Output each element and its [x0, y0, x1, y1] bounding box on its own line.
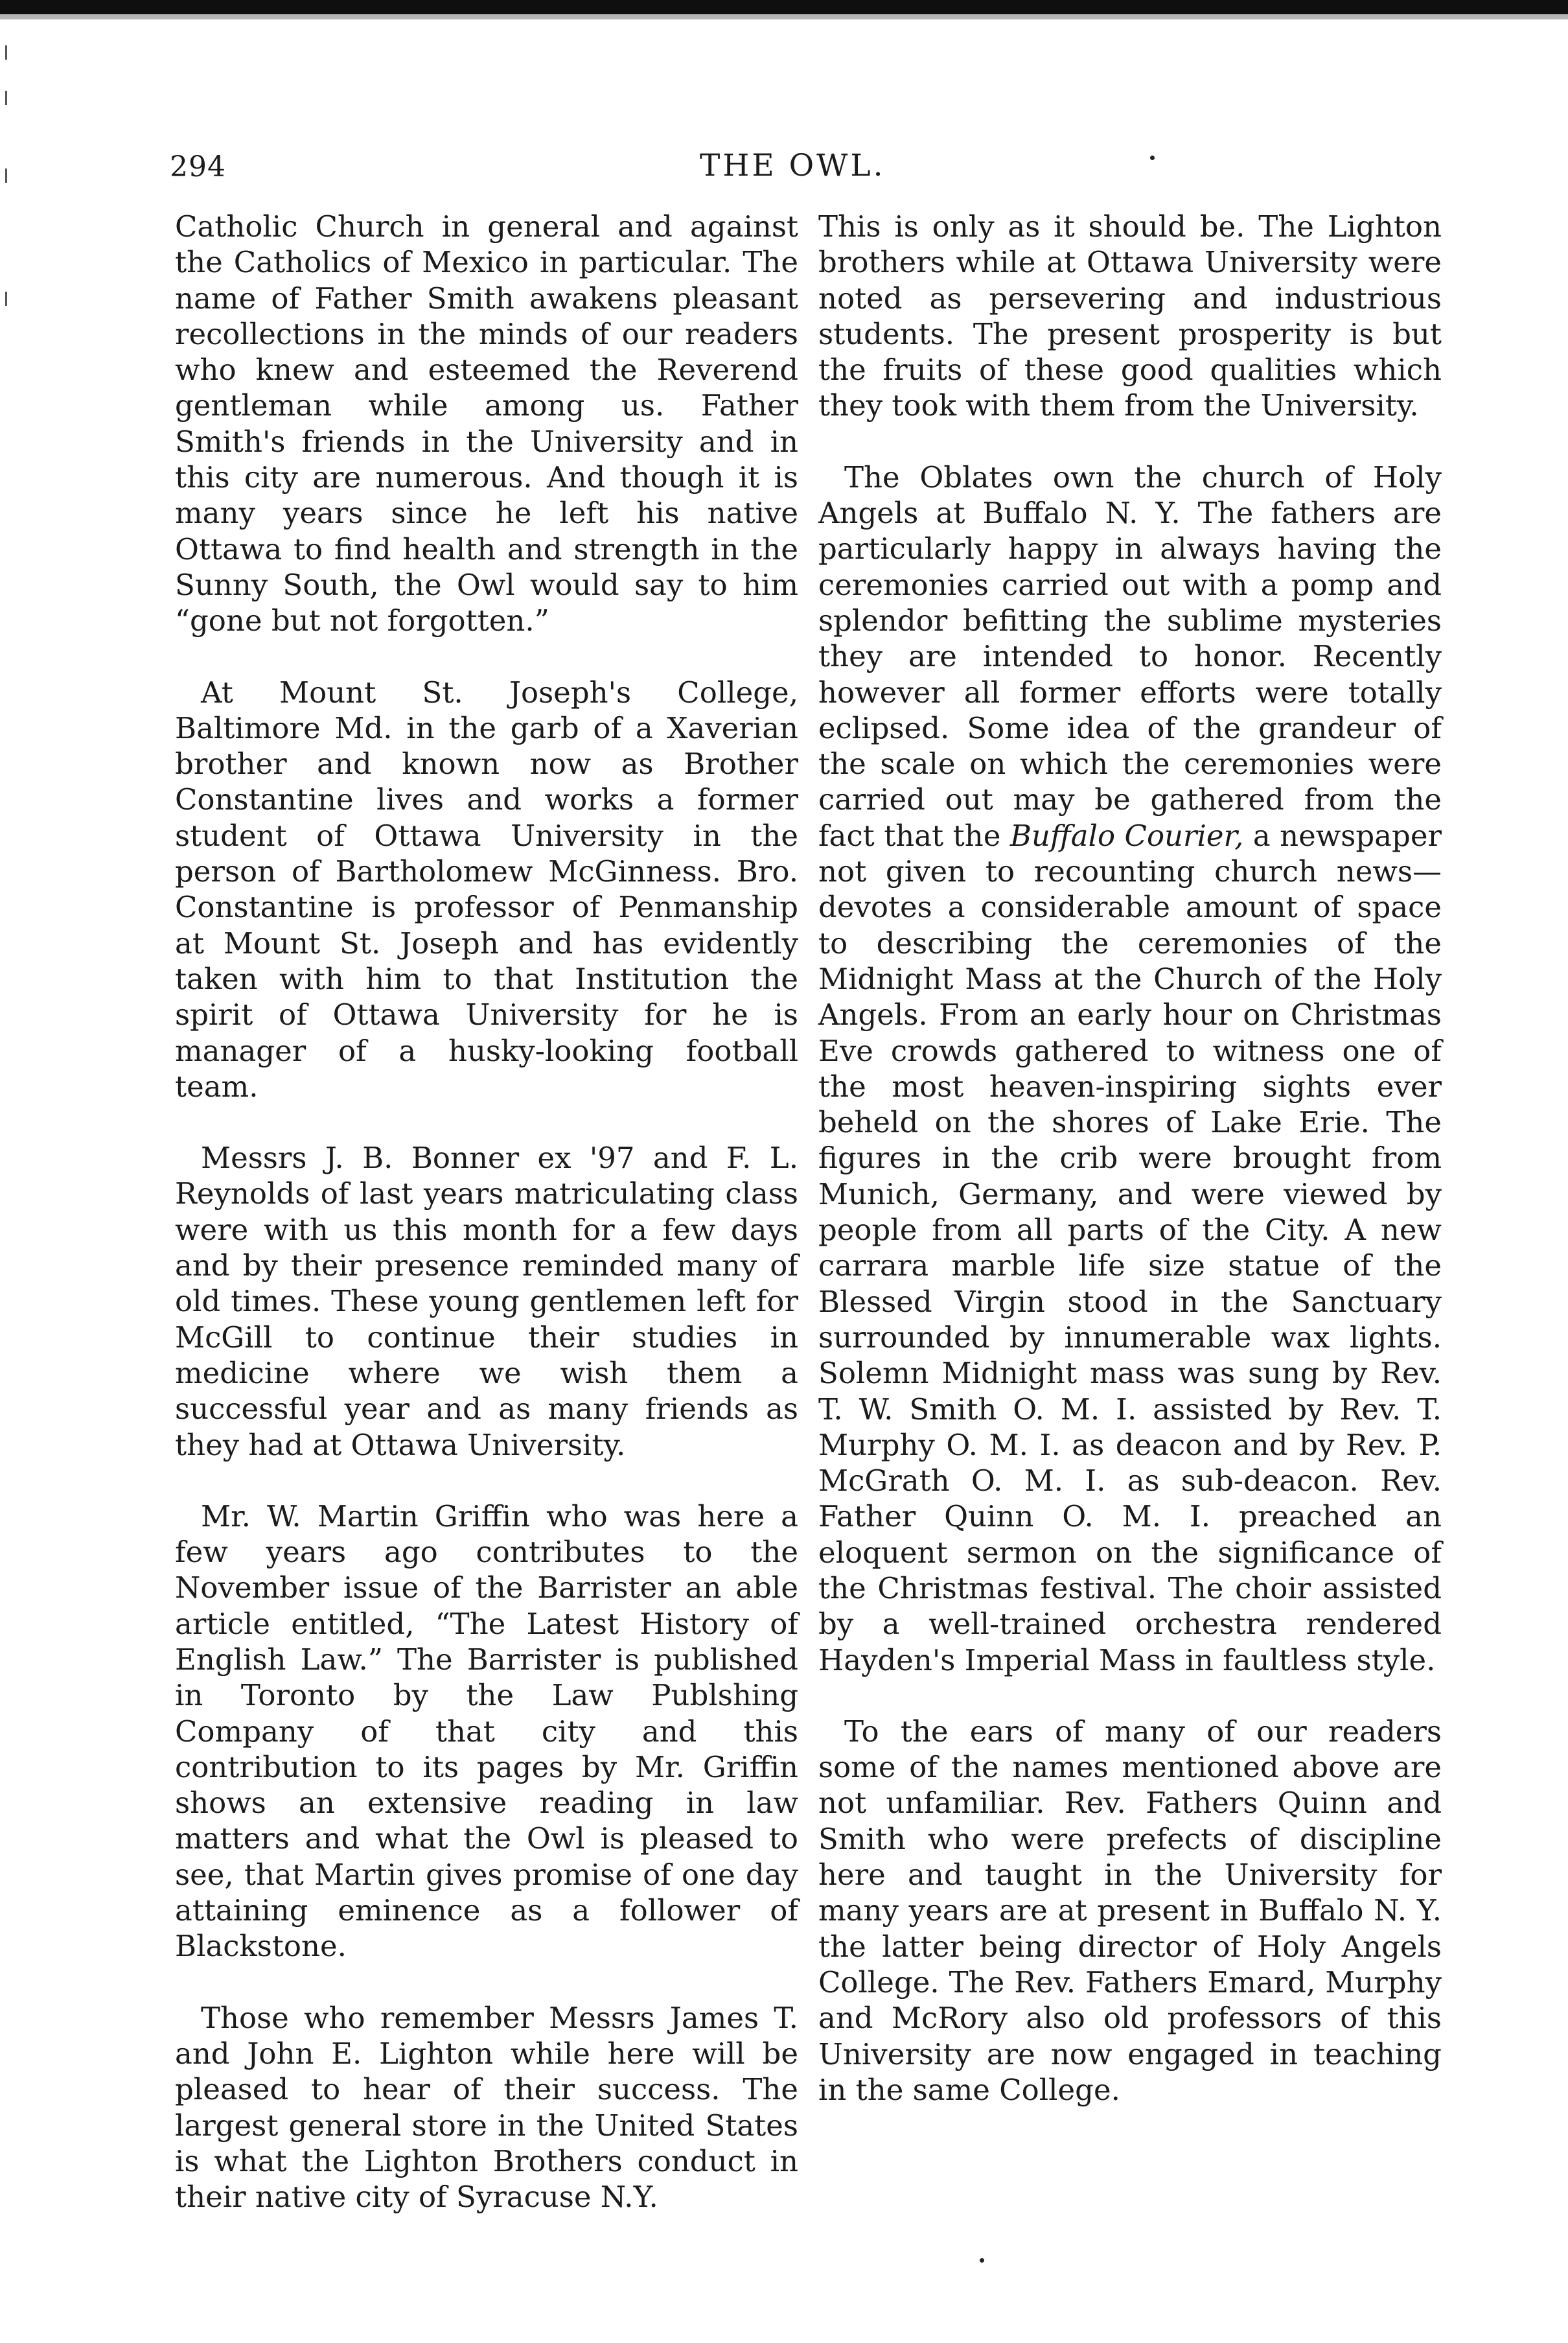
top-border-shadow — [0, 14, 1568, 19]
left-margin-marks — [0, 19, 19, 473]
paragraph-martin-griffin: Mr. W. Martin Griffin who was here a few years ago contributes to the November issue of the Barrister an able article entitled, “The Latest History of English Law.” The Barrister is published in Toronto by the Law Publshing Company of that city and this contribution to its pages by Mr. Griffin shows an extensive reading in law matters and what the Owl is pleased to see, that Martin gives promise of one day attaining eminence as a follower of Blackstone. — [175, 1498, 798, 1964]
paragraph-bonner-reynolds: Messrs J. B. Bonner ex '97 and F. L. Reynolds of last years matriculating class were with us this month for a few days and by their presence reminded many of old times. These young gentlemen left for McGill to continue their studies in medicine where we wish them a successful year and as many friends as they had at Ottawa University. — [175, 1141, 798, 1462]
paragraph-holy-angels: The Oblates own the church of Holy Angels at Buffalo N. Y. The fathers are particularly happy in always having the ceremonies carried out with a pomp and splendor befitting the sublime mysteries they are intended to honor. Recently however all former efforts were totally eclipsed. Some idea of the grandeur of the scale on which the ceremonies were carried out may be gathered from the fact that the Buffalo Courier, a newspaper not given to recounting church news—devotes a considerable amount of space to describing the ceremonies of the Midnight Mass at the Church of the Holy Angels. From an early hour on Christmas Eve crowds gathered to witness one of the most heaven-inspiring sights ever beheld on the shores of Lake Erie. The figures in the crib were brought from Munich, Germany, and were viewed by people from all parts of the City. A new carrara marble life size statue of the Blessed Virgin stood in the Sanctuary surrounded by innumerable wax lights. Solemn Midnight mass was sung by Rev. T. W. Smith O. M. I. assisted by Rev. T. Murphy O. M. I. as deacon and by Rev. P. McGrath O. M. I. as sub-deacon. Rev. Father Quinn O. M. I. preached an eloquent sermon on the significance of the Christmas festival. The choir assisted by a well-trained orchestra rendered Hayden's Imperial Mass in faultless style. — [818, 460, 1442, 1677]
paragraph-lighton-continued: This is only as it should be. The Lighton brothers while at Ottawa University were noted as persevering and industrious students. The present prosperity is but the fruits of these good qualities which they took with them from the University. — [818, 209, 1442, 423]
page-number: 294 — [170, 150, 226, 183]
running-title: THE OWL. — [700, 148, 886, 183]
paragraph-lighton-brothers: Those who remember Messrs James T. and John E. Lighton while here will be pleased to hear of their success. The largest general store in the United States is what the Lighton Brothers conduct in their native city of Syracuse N.Y. — [175, 2000, 798, 2215]
paragraph-familiar-names: To the ears of many of our readers some of the names mentioned above are not unfamiliar. Rev. Fathers Quinn and Smith who were prefects of discipline here and taught in the University for many years are at present in Buffalo N. Y. the latter being director of Holy Angels College. The Rev. Fathers Emard, Murphy and McRory also old professors of this University are now engaged in teaching in the same College. — [818, 1714, 1442, 2107]
speck-dot — [980, 2258, 984, 2263]
left-column — [175, 209, 798, 2250]
top-border-rule — [0, 0, 1568, 14]
newspaper-title: Buffalo Courier, — [1009, 818, 1244, 853]
right-column — [818, 209, 1442, 2143]
paragraph-brother-constantine: At Mount St. Joseph's College, Baltimore Md. in the garb of a Xaverian brother and known now as Brother Constantine lives and works a former student of Ottawa University in the person of Bartholomew McGinness. Bro. Constantine is professor of Penmanship at Mount St. Joseph and has evidently taken with him to that Institution the spirit of Ottawa University for he is manager of a husky-looking football team. — [175, 675, 798, 1104]
speck-dot — [1150, 156, 1155, 160]
paragraph-father-smith: Catholic Church in general and against the Catholics of Mexico in particular. The name of Father Smith awakens pleasant recollections in the minds of our readers who knew and esteemed the Reverend gentleman while among us. Father Smith's friends in the University and in this city are numerous. And though it is many years since he left his native Ottawa to find health and strength in the Sunny South, the Owl would say to him “gone but not forgotten.” — [175, 209, 798, 638]
